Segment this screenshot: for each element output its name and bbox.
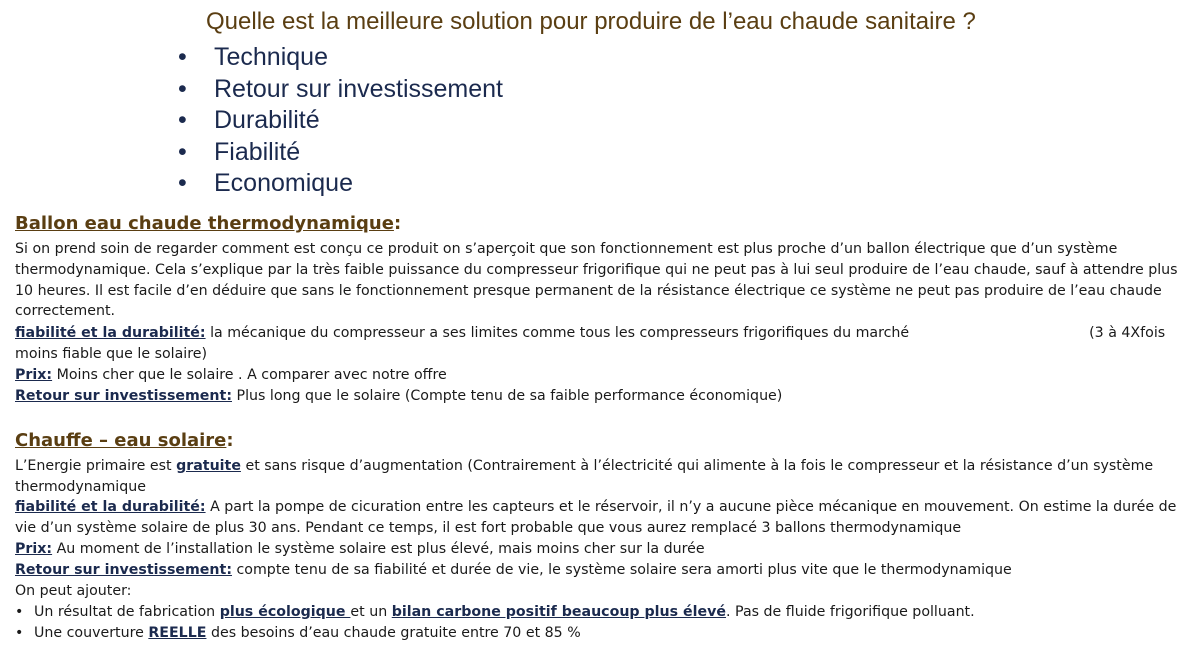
thermo-fiabilite: fiabilité et la durabilité: la mécanique du compresseur a ses limites comme tous les compresseurs frigorifiques du marché (3 à 4Xfois moins fiable que le solaire)	[15, 325, 1166, 362]
thermo-retour: Retour sur investissement: Plus long que le solaire (Compte tenu de sa faible performance économique)	[15, 388, 783, 404]
solar-fiabilite: fiabilité et la durabilité: A part la pompe de cicuration entre les capteurs et le réservoir, il n’y a aucune pièce mécanique en mouvement. On estime la durée de vie d’un système solaire de plus 30 ans. Pendant ce temps, il est fort probable que vous aurez remplacé 3 ballons thermodynamique	[15, 499, 1177, 536]
fiabilite-label: fiabilité et la durabilité:	[15, 325, 206, 341]
section-heading-thermodynamique: Ballon eau chaude thermodynamique:	[15, 213, 402, 234]
bullet-icon: •	[178, 169, 187, 197]
prix-label: Prix:	[15, 367, 53, 383]
criteria-item: • Technique	[178, 42, 503, 74]
list-item: • Un résultat de fabrication plus écologique et un bilan carbone positif beaucoup plus élevé. Pas de fluide frigorifique polluant.	[15, 602, 975, 623]
gratuite-highlight: gratuite	[176, 458, 241, 474]
solar-advantages-list	[15, 602, 975, 644]
prix-label: Prix:	[15, 541, 53, 557]
bullet-icon: •	[178, 137, 187, 166]
bullet-icon: •	[15, 624, 24, 641]
criteria-item: • Durabilité	[178, 105, 503, 137]
solar-prix: Prix: Au moment de l’installation le système solaire est plus élevé, mais moins cher sur la durée	[15, 541, 705, 557]
criteria-item: • Retour sur investissement	[178, 74, 503, 106]
solar-extra-intro: On peut ajouter:	[15, 583, 132, 599]
fiabilite-label: fiabilité et la durabilité:	[15, 499, 206, 515]
retour-label: Retour sur investissement:	[15, 562, 232, 578]
retour-label: Retour sur investissement:	[15, 388, 232, 404]
thermo-intro: Si on prend soin de regarder comment est conçu ce produit on s’aperçoit que son fonctionnement est plus proche d’un ballon électrique que d’un système thermodynamique. Cela s’explique par la très faible puissance du compresseur frigorifique qui ne peut pas à lui seul produire de l’eau chaude, sauf à attendre plus 10 heures. Il est facile d’en déduire que sans le fonctionnement presque permanent de la résistance électrique ce système ne peut pas produire de l’eau chaude correctement.	[15, 241, 1178, 320]
bullet-icon: •	[15, 604, 24, 620]
bullet-icon: •	[178, 74, 187, 103]
solar-intro: L’Energie primaire est gratuite et sans risque d’augmentation (Contrairement à l’électricité qui alimente à la fois le compresseur et la résistance d’un système thermodynamique	[15, 458, 1154, 495]
slide-title: Quelle est la meilleure solution pour produire de l’eau chaude sanitaire ?	[206, 8, 976, 35]
thermo-prix: Prix: Moins cher que le solaire . A comparer avec notre offre	[15, 367, 447, 383]
list-item: • Une couverture REELLE des besoins d’eau chaude gratuite entre 70 et 85 %	[15, 623, 975, 644]
bullet-icon: •	[178, 43, 187, 71]
bullet-icon: •	[178, 106, 187, 134]
criteria-item: • Economique	[178, 168, 503, 200]
solar-retour: Retour sur investissement: compte tenu de sa fiabilité et durée de vie, le système solaire sera amorti plus vite que le thermodynamique	[15, 562, 1012, 578]
criteria-item: • Fiabilité	[178, 137, 503, 169]
section-heading-solaire: Chauffe – eau solaire:	[15, 430, 234, 451]
criteria-list	[178, 42, 503, 200]
